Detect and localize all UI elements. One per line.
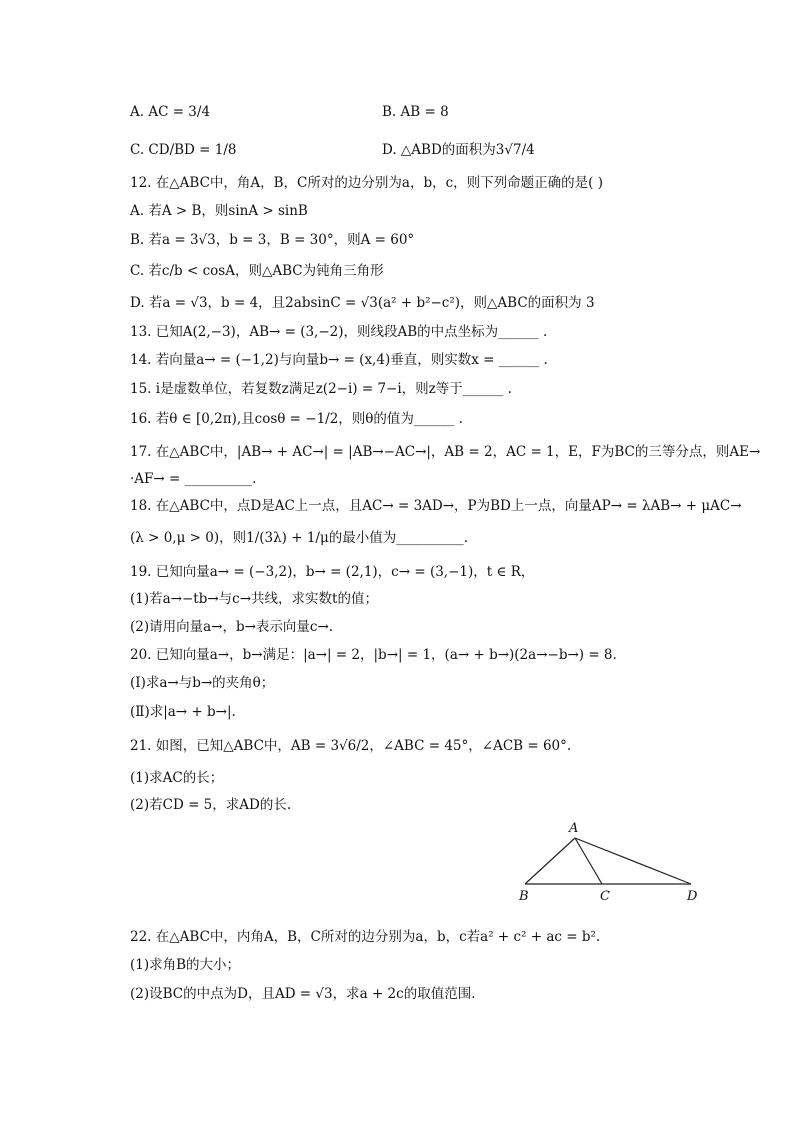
question-19: 19. 已知向量a→ = (−3,2)，b→ = (2,1)，c→ = (3,−1)，t ∈ R， [130,564,535,580]
option-b-q11: B. AB = 8 [382,104,449,120]
q12-option-b: B. 若a = 3√3，b = 3，B = 30°，则A = 60° [130,232,415,248]
question-17-cont: ·AF→ = __________. [130,471,257,487]
label-a: A [569,821,579,836]
segment-ac [575,838,602,884]
question-16: 16. 若θ ∈ [0,2π),且cosθ = −1/2，则θ的值为______ . [130,411,464,427]
question-12: 12. 在△ABC中，角A，B，C所对的边分别为a，b，c，则下列命题正确的是( ) [130,175,603,191]
q12-option-c: C. 若c/b < cosA，则△ABC为钝角三角形 [130,263,384,279]
q12-option-d: D. 若a = √3，b = 4，且2absinC = √3(a² + b²−c²)，则△ABC的面积为 3 [130,295,595,311]
option-c-q11: C. CD/BD = 1/8 [130,142,237,158]
question-19-part2: (2)请用向量a→，b→表示向量c→. [130,619,334,635]
question-22: 22. 在△ABC中，内角A，B，C所对的边分别为a，b，c若a² + c² + ac = b². [130,929,601,945]
triangle-figure [514,818,704,904]
question-19-part1: (1)若a→−tb→与c→共线，求实数t的值； [130,591,378,607]
question-18-cont: (λ > 0,μ > 0)，则1/(3λ) + 1/μ的最小值为__________. [130,530,469,546]
question-20-part2: (Ⅱ)求|a→ + b→|. [130,704,236,720]
question-18: 18. 在△ABC中，点D是AC上一点，且AC→ = 3AD→，P为BD上一点，向量AP→ = λAB→ + μAC→ [130,498,742,514]
option-d-q11: D. △ABD的面积为3√7/4 [382,142,535,158]
question-21-part1: (1)求AC的长； [130,770,224,786]
question-17: 17. 在△ABC中，|AB→ + AC→| = |AB→−AC→|，AB = 2，AC = 1，E，F为BC的三等分点，则AE→ [130,444,761,460]
question-22-part2: (2)设BC的中点为D，且AD = √3，求a + 2c的取值范围. [130,986,476,1002]
question-21-part2: (2)若CD = 5，求AD的长. [130,797,292,813]
question-22-part1: (1)求角B的大小； [130,957,241,973]
question-13: 13. 已知A(2,−3)，AB→ = (3,−2)，则线段AB的中点坐标为______ . [130,324,548,340]
segment-ab [525,838,575,884]
label-b: B [519,889,529,904]
label-c: C [600,889,610,904]
q12-option-a: A. 若A > B，则sinA > sinB [130,203,308,219]
label-d: D [687,889,698,904]
question-14: 14. 若向量a→ = (−1,2)与向量b→ = (x,4)垂直，则实数x = ______ . [130,352,548,368]
segment-ad [575,838,691,884]
question-15: 15. i是虚数单位，若复数z满足z(2−i) = 7−i，则z等于______ . [130,381,512,397]
question-21: 21. 如图，已知△ABC中，AB = 3√6/2，∠ABC = 45°，∠ACB = 60°. [130,738,572,754]
question-20: 20. 已知向量a→，b→满足：|a→| = 2，|b→| = 1，(a→ + b→)(2a→−b→) = 8. [130,647,617,663]
question-20-part1: (Ⅰ)求a→与b→的夹角θ； [130,675,275,691]
option-a-q11: A. AC = 3/4 [130,104,211,120]
